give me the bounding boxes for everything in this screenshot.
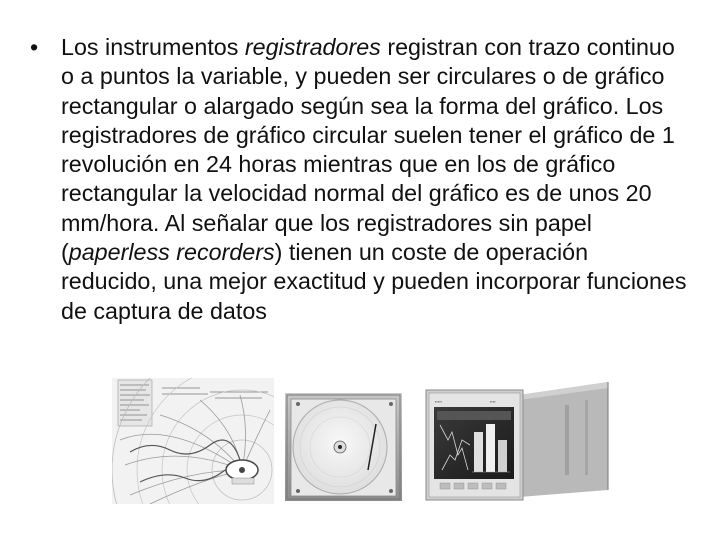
svg-text:▪▪▪▪: ▪▪▪▪ [490,399,496,404]
svg-text:▪▪▪▪▪: ▪▪▪▪▪ [435,399,443,404]
bullet-marker: • [30,34,39,60]
text-segment: Los instrumentos [61,34,245,60]
text-segment-italic: registradores [244,34,381,60]
paperless-recorder-photo [426,382,608,500]
text-segment: ) tienen un coste de operación reducido, una mejor exactitud y pueden incorporar funciones de captura de datos [61,239,687,324]
text-segment: registran con trazo continuo o a puntos la variable, y pueden ser circulares o de gráfico rectangular o alargado según sea la forma del gráfico. Los registradores de gráfico circular suelen tener el gráfico de 1 revolución en 24 horas mientras que en los de gráfico rectangular la velocidad normal del gráfico es de unos 20 mm/hora. Al señalar que los registradores sin papel ( [61,34,675,266]
text-segment-italic: paperless recorders [68,239,275,266]
circular-chart-recorder-photo [285,393,402,501]
